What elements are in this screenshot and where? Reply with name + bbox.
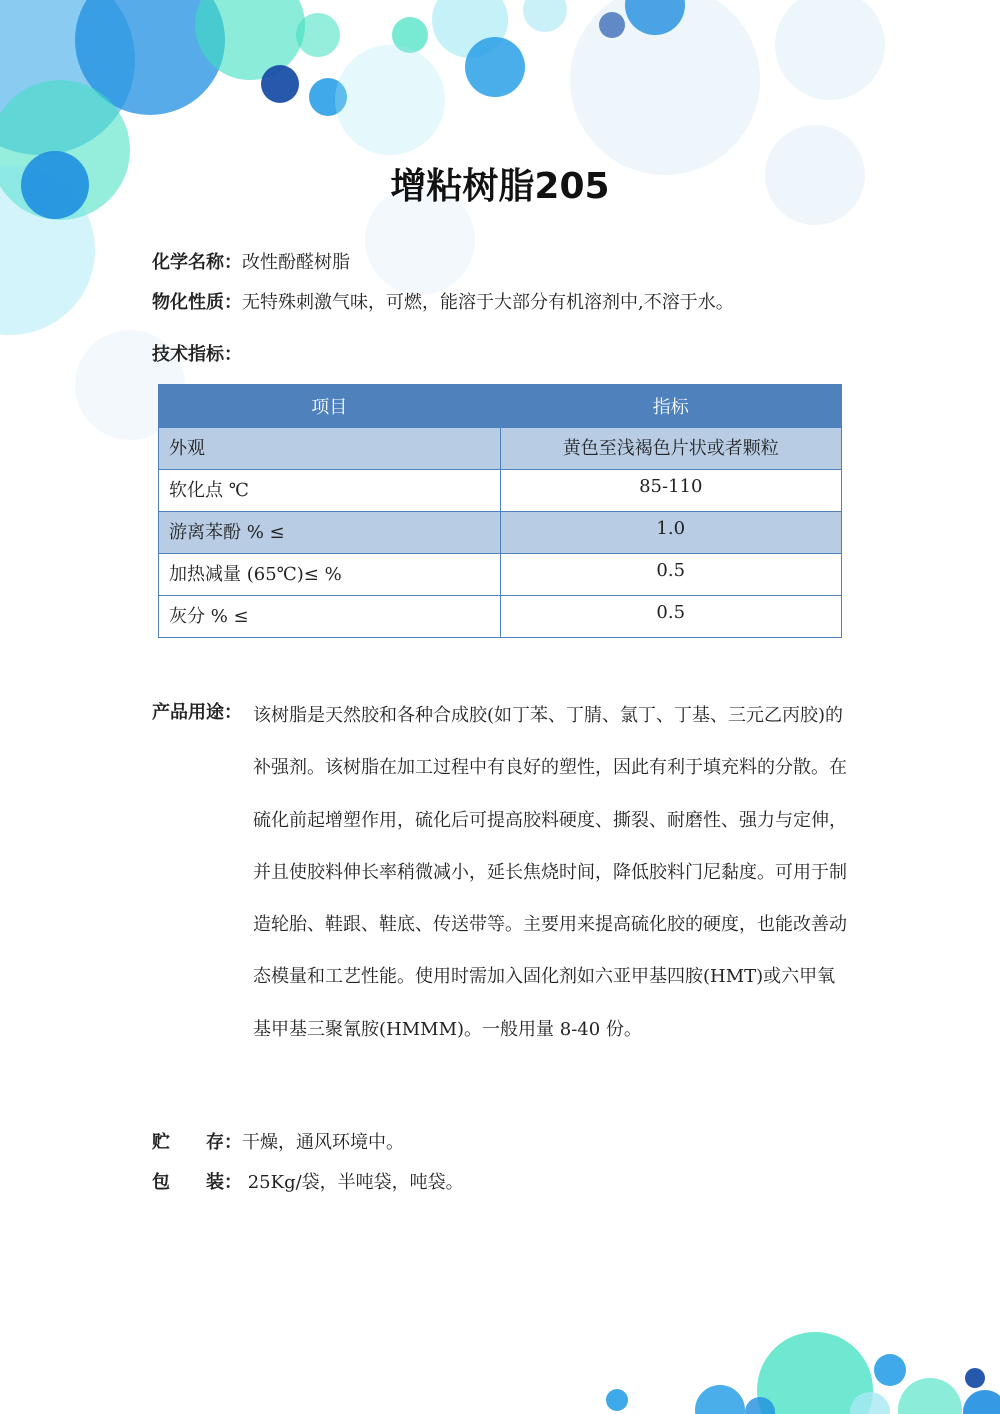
chemical-name-value: 改性酚醛树脂 <box>242 252 350 273</box>
storage-value: 干燥，通风环境中。 <box>242 1132 404 1153</box>
row-value: 1.0 <box>500 512 842 554</box>
row-item: 加热减量 (65℃)≤ % <box>159 554 501 596</box>
tech-spec-label: 技术指标： <box>152 344 242 365</box>
properties-value: 无特殊刺激气味，可燃，能溶于大部分有机溶剂中,不溶于水。 <box>242 292 734 313</box>
table-row <box>159 512 842 554</box>
row-value: 0.5 <box>500 554 842 596</box>
column-header-item: 项目 <box>159 385 501 428</box>
table-row <box>159 470 842 512</box>
usage-label: 产品用途： <box>152 702 242 723</box>
tech-spec-heading <box>152 340 242 366</box>
table-header-row <box>159 385 842 428</box>
row-value: 85-110 <box>500 470 842 512</box>
table-row <box>159 428 842 470</box>
packaging-label: 包 装： <box>152 1172 242 1193</box>
row-item: 灰分 % ≤ <box>159 596 501 638</box>
chemical-name-line <box>152 248 350 274</box>
row-value: 黄色至浅褐色片状或者颗粒 <box>500 428 842 470</box>
row-item: 游离苯酚 % ≤ <box>159 512 501 554</box>
page-title: 增粘树脂205 <box>390 166 610 207</box>
row-value: 0.5 <box>500 596 842 638</box>
spec-table <box>158 384 842 638</box>
packaging-value: 25Kg/袋，半吨袋，吨袋。 <box>242 1172 464 1193</box>
storage-line <box>152 1128 404 1154</box>
table-row <box>159 554 842 596</box>
row-item: 外观 <box>159 428 501 470</box>
packaging-line <box>152 1168 464 1194</box>
column-header-value: 指标 <box>500 385 842 428</box>
storage-label: 贮 存： <box>152 1132 242 1153</box>
properties-line <box>152 288 734 314</box>
properties-label: 物化性质： <box>152 292 242 313</box>
row-item: 软化点 ℃ <box>159 470 501 512</box>
chemical-name-label: 化学名称： <box>152 252 242 273</box>
table-row <box>159 596 842 638</box>
usage-text: 该树脂是天然胶和各种合成胶(如丁苯、丁腈、氯丁、丁基、三元乙丙胶)的补强剂。该树脂在加工过程中有良好的塑性，因此有利于填充料的分散。在硫化前起增塑作用，硫化后可提高胶料硬度、撕裂、耐磨性、强力与定伸，并且使胶料伸长率稍微减小，延长焦烧时间，降低胶料门尼黏度。可用于制造轮胎、鞋跟、鞋底、传送带等。主要用来提高硫化胶的硬度，也能改善动态模量和工艺性能。使用时需加入固化剂如六亚甲基四胺(HMT)或六甲氧基甲基三聚氰胺(HMMM)。一般用量 8-40 份。 <box>253 705 847 1040</box>
